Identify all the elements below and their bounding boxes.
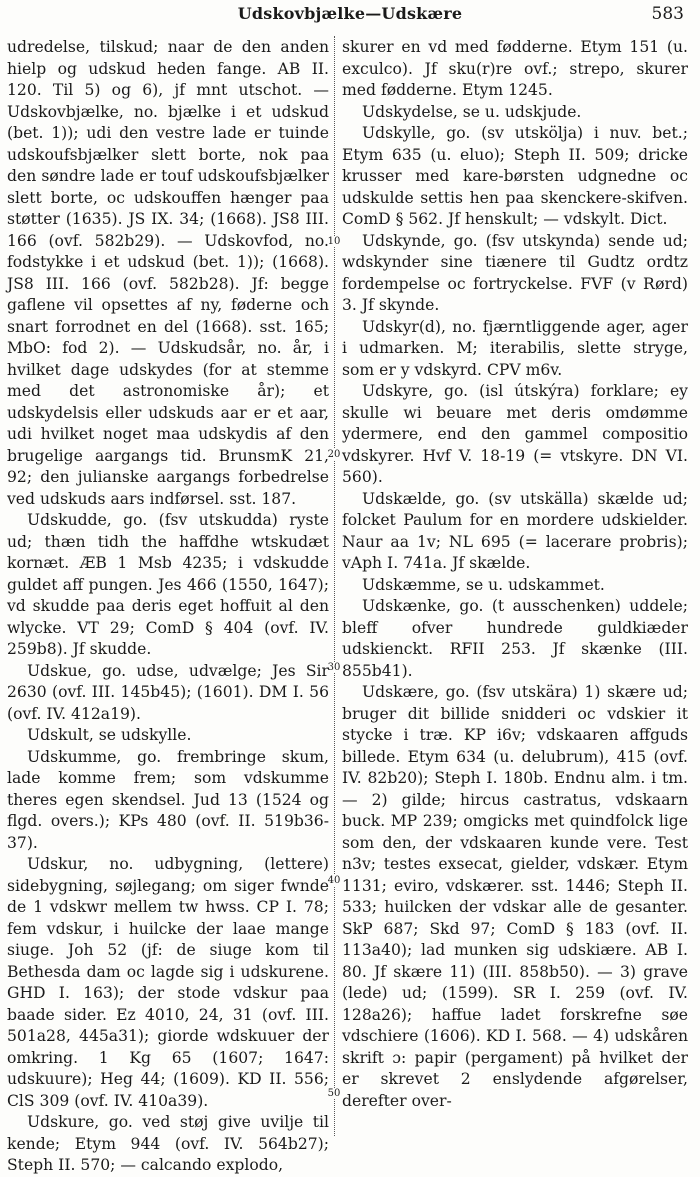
entry-udskyre: Udskyre, go. (isl útskýra) forklare; ey skulle wi beuare met deris omdømme ydermere, end den gammel compositio vdskyrer. Hvf V. 18-19 (= vtskyre. DN VI. 560). [342, 382, 688, 486]
entry-continuation: skurer en vd med fødderne. Etym 151 (u. exculco). Jf sku(r)re ovf.; strepo, skurer med fødderne. Etym 1245. [342, 38, 688, 99]
entry-udskaere: Udskære, go. (fsv utskära) 1) skære ud; bruger dit billide snidderi oc vdskier it stycke i træ. KP i6v; vdskaaren affguds billede. Etym 634 (u. delubrum), 415 (ovf. IV. 82b20); Steph I. 180b. Endnu alm. i tm. — 2) gilde; hircus castratus, vdskaarn buck. MP 239; omgicks met quindfolck lige som den, der vdskaaren kunde vere. Test n3v; testes exsecat, gielder, vdskær. Etym 1131; eviro, vdskærer. sst. 1446; Steph II. 533; huilcken der vdskar alle de gesanter. SkP 687; Skd 97; ComD § 183 (ovf. II. 113a40); lad munken sig udskiære. AB I. 80. Jf skære 11) (III. 858b50). — 3) grave (lede) ud; (1599). SR I. 259 (ovf. IV. 128a26); haffue ladet forskrefne søe vdschiere (1606). KD I. 568. — 4) udskåren skrift ɔ: papir (pergament) på hvilket der er skrevet 2 enslydende afgørelser, derefter over- [342, 683, 688, 1110]
entry-udskylle: Udskylle, go. (sv utskölja) i nuv. bet.; Etym 635 (u. eluo); Steph II. 509; dricke krusser med kare-børsten udgnedne oc udskulde settis hen paa skenckere-skifven. ComD § 562. Jf henskult; — vdskylt. Dict. [342, 124, 688, 228]
line-number-40: 40 [327, 875, 341, 886]
line-number-30: 30 [327, 662, 341, 673]
entry-udskudde: Udskudde, go. (fsv utskudda) ryste ud; thæn tidh the haffdhe wtskudæt kornæt. ÆB 1 Msb 4235; i vdskudde guldet aff pungen. Jes 466 (1550, 1647); vd skudde paa deris eget hoffuit al den wlycke. VT 29; ComD § 404 (ovf. IV. 259b8). Jf skudde. [7, 511, 329, 658]
line-number-50: 50 [327, 1088, 341, 1099]
entry-udskur: Udskur, no. udbygning, (lettere) sidebygning, søjlegang; om siger fwnde de 1 vdskwr mellem tw hwss. CP I. 78; fem vdskur, i huilcke der laae mange siuge. Joh 52 (jf: de siuge kom til Bethesda dam oc lagde sig i udskurene. GHD I. 163); der stode vdskur paa baade sider. Ez 4010, 24, 31 (ovf. III. 501a28, 445a31); giorde wdskuuer der omkring. 1 Kg 65 (1607; 1647: udskuure); Heg 44; (1609). KD II. 556; ClS 309 (ovf. IV. 410a39). [7, 855, 329, 1110]
line-number-20: 20 [327, 449, 341, 460]
entry-udskult: Udskult, se udskylle. [27, 726, 192, 744]
column-divider [334, 36, 335, 1136]
entry-udskaemme: Udskæmme, se u. udskammet. [362, 575, 605, 594]
page-number: 583 [651, 4, 684, 24]
line-number-10: 10 [327, 236, 341, 247]
entry-udskynde: Udskynde, go. (fsv utskynda) sende ud; wdskynder sine tiænere til Gudtz ordtz fordempelse oc fortryckelse. FVF (v Rørd) 3. Jf skynde. [342, 231, 688, 314]
entry-paragraph: udredelse, tilskud; naar de den anden hielp og udskud heden fange. AB II. 120. Til 5) og 6), jf mnt utschot. — Udskovbjælke, no. bjælke i et udskud (bet. 1)); udi den vestre lade er tuinde udskoufsbjælker slett borte, nok paa den søndre lade er touf udskoufsbjælker slett borte, oc udskouffen hænger paa støtter (1635). JS IX. 34; (1668). JS8 III. 166 (ovf. 582b29). — Udskovfod, no. fodstykke i et udskud (bet. 1)); (1668). JS8 III. 166 (ovf. 582b28). Jf: begge gaflene vil opsettes af ny, føderne och snart forrodnet en del (1668). sst. 165; MbO: fod 2). — Udskudsår, no. år, i hvilket dage udskydes (for at stemme med det astronomiske år); et udskydelsis eller udskuds aar er et aar, udi hvilket noget maa udskydis af den brugelige aargangs tid. BrunsmK 21, 92; den julianske aargangs forbedrelse ved udskuds aars indførsel. sst. 187. [7, 38, 329, 508]
entry-udskydelse: Udskydelse, se u. udskjude. [362, 102, 582, 121]
entry-udskumme: Udskumme, go. frembringe skum, lade komme frem; som vdskumme theres egen skendsel. Jud 13 (1524 og flgd. overs.); KPs 480 (ovf. II. 519b36-37). [7, 747, 329, 852]
entry-udskaelde: Udskælde, go. (sv utskälla) skælde ud; folcket Paulum for en mordere udskielder. Naur aa 1v; NL 695 (= lacerare probris); vAph I. 741a. Jf skælde. [342, 489, 688, 572]
running-header [0, 4, 700, 28]
entry-udskue: Udskue, go. udse, udvælge; Jes Sir 2630 (ovf. III. 145b45); (1601). DM I. 56 (ovf. IV. 412a19). [7, 661, 329, 723]
entry-udskure: Udskure, go. ved støj give uvilje til kende; Etym 944 (ovf. IV. 564b27); Steph II. 570; — calcando explodo, [7, 1113, 329, 1174]
header-title: Udskovbjælke—Udskære [237, 4, 463, 23]
entry-udskaenke: Udskænke, go. (t ausschenken) uddele; bleff ofver hundrede guldkiæder udskienckt. RFII 253. Jf skænke (III. 855b41). [342, 597, 688, 680]
right-column [342, 37, 688, 1112]
left-column [7, 37, 329, 1177]
entry-udskyrd: Udskyr(d), no. fjærntliggende ager, ager i udmarken. M; iterabilis, slette stryge, som er y vdskyrd. CPV m6v. [342, 317, 688, 379]
